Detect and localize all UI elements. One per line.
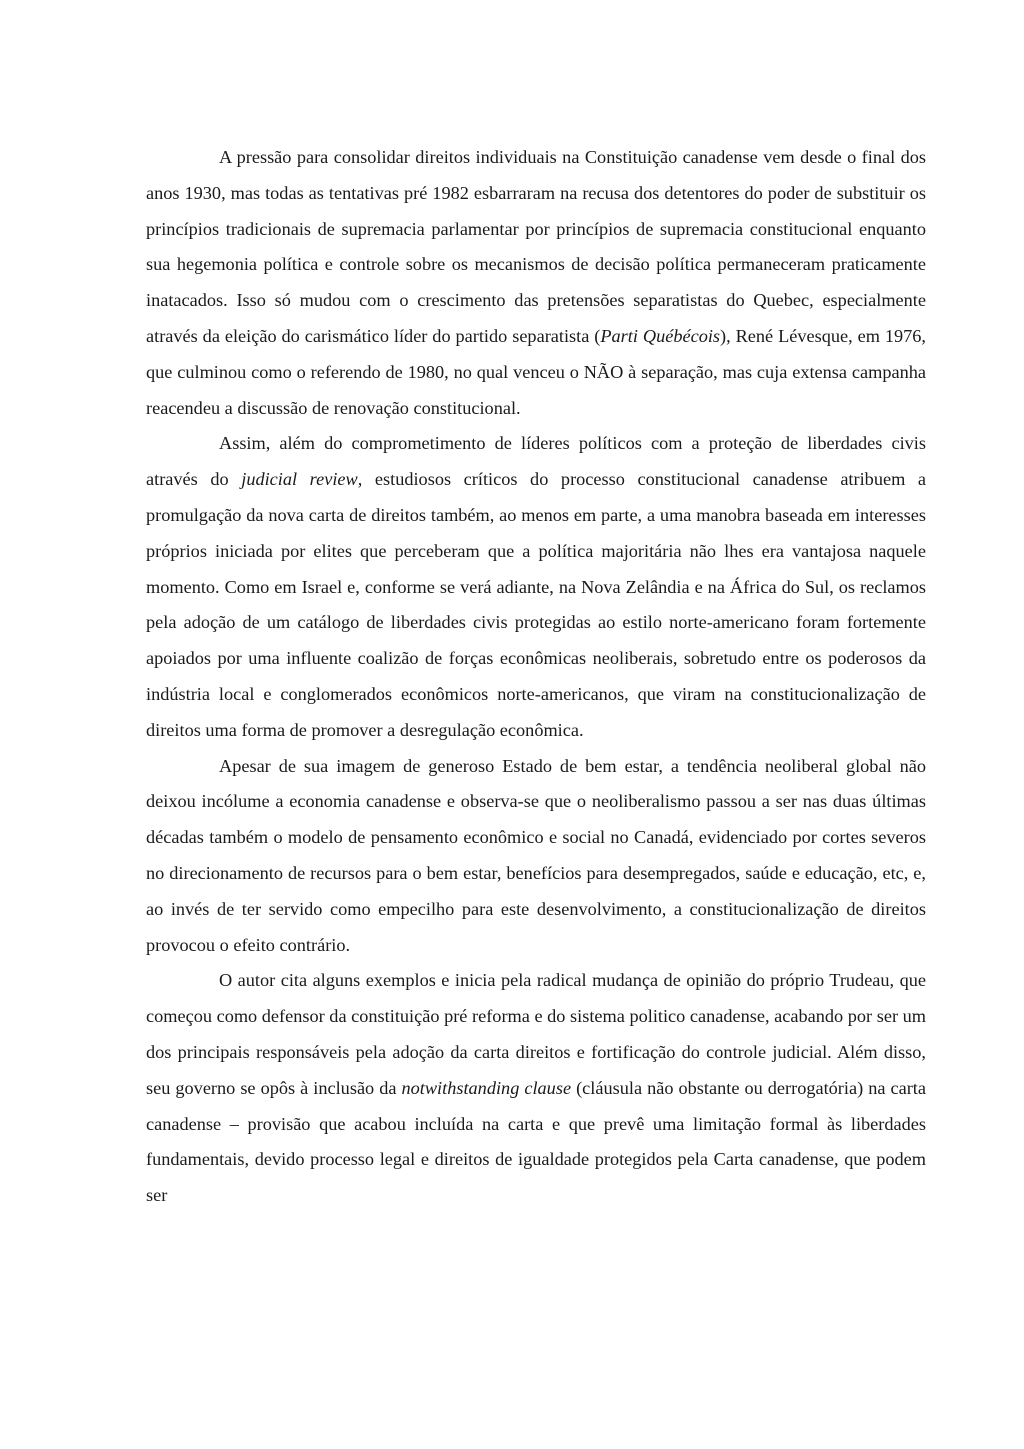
italic-term: judicial review [241,469,358,490]
paragraph-text: (cláusula não obstante ou derrogatória) na carta canadense – provisão que acabou incluída na carta e que prevê uma limitação formal às liberdades fundamentais, devido processo legal e direitos de igualdade protegidos pela Carta canadense, que podem ser [146,1077,926,1206]
paragraph-text: ), René Lévesque, em 1976, que culminou como o referendo de 1980, no qual venceu o NÃO à separação, mas cuja extensa campanha reacendeu a discussão de renovação constitucional. [146,325,926,418]
paragraph-text: A pressão para consolidar direitos individuais na Constituição canadense vem desde o final dos anos 1930, mas todas as tentativas pré 1982 esbarraram na recusa dos detentores do poder de substituir os princípios tradicionais de supremacia parlamentar por princípios de supremacia constitucional enquanto sua hegemonia política e controle sobre os mecanismos de decisão política permaneceram praticamente inatacados. Isso só mudou com o crescimento das pretensões separatistas do Quebec, especialmente através da eleição do carismático líder do partido separatista ( [146,147,926,346]
paragraph-text: O autor cita alguns exemplos e inicia pela radical mudança de opinião do próprio Trudeau, que começou como defensor da constituição pré reforma e do sistema politico canadense, acabando por ser um dos principais responsáveis pela adoção da carta direitos e fortificação do controle judicial. Além disso, seu governo se opôs à inclusão da [146,970,926,1098]
paragraph-text: Assim, além do comprometimento de líderes políticos com a proteção de liberdades civis através do [146,433,926,490]
paragraph [146,963,926,1214]
italic-term: notwithstanding clause [401,1077,572,1098]
document-page [146,140,926,1214]
paragraph-text: Apesar de sua imagem de generoso Estado de bem estar, a tendência neoliberal global não deixou incólume a economia canadense e observa-se que o neoliberalismo passou a ser nas duas últimas décadas também o modelo de pensamento econômico e social no Canadá, evidenciado por cortes severos no direcionamento de recursos para o bem estar, benefícios para desempregados, saúde e educação, etc, e, ao invés de ter servido como empecilho para este desenvolvimento, a constitucionalização de direitos provocou o efeito contrário. [146,755,926,955]
paragraph [146,426,926,748]
paragraph [146,749,926,964]
paragraph-text: , estudiosos críticos do processo constitucional canadense atribuem a promulgação da nova carta de direitos também, ao menos em parte, a uma manobra baseada em interesses próprios iniciada por elites que perceberam que a política majoritária não lhes era vantajosa naquele momento. Como em Israel e, conforme se verá adiante, na Nova Zelândia e na África do Sul, os reclamos pela adoção de um catálogo de liberdades civis protegidas ao estilo norte-americano foram fortemente apoiados por uma influente coalizão de forças econômicas neoliberais, sobretudo entre os poderosos da indústria local e conglomerados econômicos norte-americanos, que viram na constitucionalização de direitos uma forma de promover a desregulação econômica. [146,469,927,740]
italic-term: Parti Québécois [600,325,721,346]
paragraph [146,140,926,426]
